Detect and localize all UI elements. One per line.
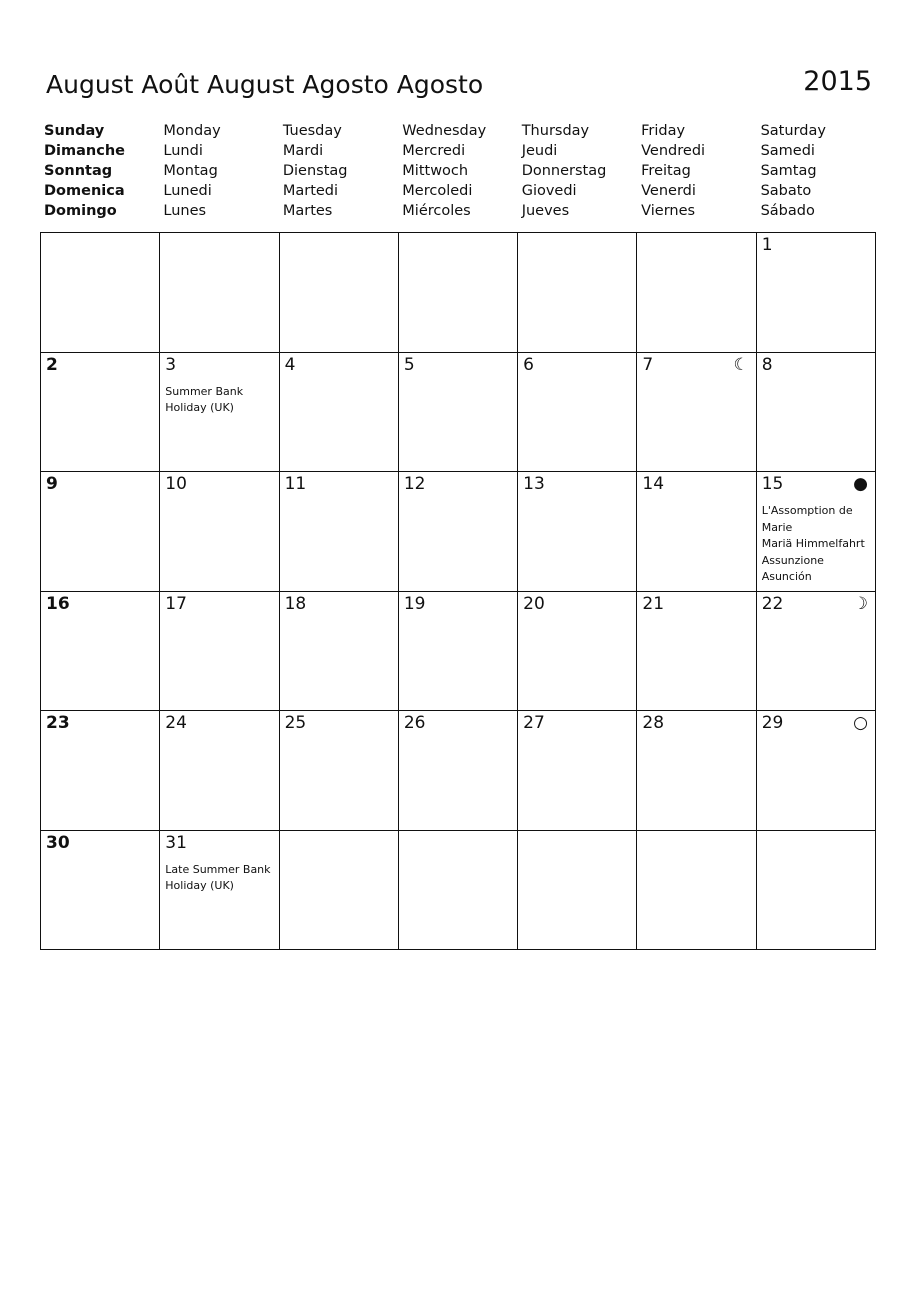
weekday-header-4 [398,121,517,221]
weekday-label: Saturday [760,123,826,139]
full-moon-icon: ○ [853,713,868,733]
day-number: 16 [46,593,70,614]
day-cell-20 [518,592,637,712]
new-moon-icon: ● [853,474,868,494]
weekday-label: Giovedi [521,183,577,199]
day-cell-11 [280,472,399,592]
day-cell-23 [41,711,160,831]
holiday-note [762,503,874,586]
day-number: 17 [165,593,187,614]
weekday-label: Mittwoch [402,163,469,179]
weekday-label: Freitag [641,163,691,179]
empty-day-cell [518,233,637,353]
weekday-label: Martedi [282,183,339,199]
weekday-label: Sunday [44,123,105,139]
day-number: 31 [165,832,187,853]
weekday-header-5 [518,121,637,221]
weekday-label: Samedi [760,143,815,159]
weekday-label: Jeudi [521,143,558,159]
weekday-label: Venerdi [641,183,696,199]
day-cell-13 [518,472,637,592]
weekday-label: Montag [163,163,218,179]
day-number: 13 [523,474,545,494]
weekday-label: Mercredi [402,143,466,159]
calendar-month-title: August Août August Agosto Agosto [46,70,484,99]
weekday-label: Sábado [760,203,815,219]
day-number: 21 [642,593,665,614]
day-number: 19 [403,593,426,614]
empty-day-cell [637,831,756,951]
holiday-line: Marie [761,520,793,534]
day-cell-4 [280,353,399,473]
empty-day-cell [160,233,279,353]
day-number: 18 [284,593,307,614]
day-number: 20 [523,593,545,614]
day-number: 10 [165,474,187,494]
empty-day-cell [399,233,518,353]
weekday-header-1 [40,121,159,221]
day-cell-10 [160,472,279,592]
day-number: 12 [403,474,426,494]
day-cell-26 [399,711,518,831]
holiday-line: Holiday (UK) [165,401,234,414]
day-cell-25 [280,711,399,831]
day-cell-7 [637,353,756,473]
day-cell-28 [637,711,756,831]
weekday-label: Sabato [760,183,812,199]
day-number: 4 [284,354,296,375]
weekday-header-2 [159,121,278,221]
weekday-label: Lunedi [163,183,212,199]
weekday-label: Wednesday [402,123,487,139]
holiday-line: Summer Bank [165,384,244,398]
day-number: 14 [642,474,665,494]
day-number: 5 [403,354,415,375]
day-number: 28 [642,713,665,733]
empty-day-cell [280,233,399,353]
day-cell-29 [757,711,876,831]
day-number: 7 [642,354,654,375]
empty-day-cell [518,831,637,951]
day-number: 1 [761,235,773,255]
weekday-label: Tuesday [282,123,342,139]
weekday-label: Viernes [641,203,696,219]
day-cell-3 [160,353,279,473]
weekday-label: Dienstag [282,163,348,179]
day-number: 22 [761,593,784,614]
day-cell-18 [280,592,399,712]
holiday-note [165,384,277,417]
weekday-label: Lundi [163,143,203,159]
holiday-note [165,862,277,895]
day-number: 24 [165,713,187,733]
holiday-line: L'Assomption de [761,504,853,517]
weekday-label: Sonntag [44,163,113,179]
day-cell-22 [757,592,876,712]
weekday-label: Domenica [44,183,125,199]
day-cell-12 [399,472,518,592]
empty-day-cell [399,831,518,951]
weekday-label: Jueves [521,203,570,219]
holiday-line: Assunzione [761,553,824,567]
day-number: 3 [165,354,177,375]
day-number: 26 [403,713,426,733]
day-cell-1 [757,233,876,353]
weekday-header-3 [279,121,398,221]
day-cell-9 [41,472,160,592]
empty-day-cell [637,233,756,353]
first-quarter-moon-icon: ☽ [852,593,868,614]
day-number: 27 [523,713,545,733]
holiday-line: Late Summer Bank [165,862,271,876]
holiday-line: Holiday (UK) [165,879,234,892]
day-number: 25 [284,713,307,733]
day-number: 15 [761,474,784,494]
day-cell-19 [399,592,518,712]
empty-day-cell [757,831,876,951]
day-cell-30 [41,831,160,951]
day-cell-31 [160,831,279,951]
empty-day-cell [280,831,399,951]
last-quarter-moon-icon: ☾ [733,354,749,375]
weekday-label: Donnerstag [521,163,607,179]
day-cell-21 [637,592,756,712]
calendar-grid [40,232,876,950]
weekday-header-7 [757,121,876,221]
weekday-header-6 [637,121,756,221]
weekday-label: Monday [163,123,221,139]
holiday-line: Asunción [761,570,812,583]
weekday-label: Samtag [760,163,817,179]
weekday-label: Lunes [163,203,207,219]
day-cell-15 [757,472,876,592]
day-number: 8 [761,354,773,375]
day-cell-24 [160,711,279,831]
weekday-label: Mardi [282,143,324,159]
day-cell-16 [41,592,160,712]
weekday-header-row [40,121,876,221]
day-number: 6 [523,354,534,375]
day-number: 23 [46,713,70,733]
weekday-label: Dimanche [44,143,125,159]
weekday-label: Mercoledi [402,183,473,199]
day-cell-6 [518,353,637,473]
day-cell-2 [41,353,160,473]
day-cell-5 [399,353,518,473]
weekday-label: Domingo [44,203,117,219]
day-number: 2 [46,354,58,375]
day-cell-14 [637,472,756,592]
day-number: 29 [761,713,784,733]
day-number: 30 [46,832,70,853]
calendar-year: 2015 [803,66,872,97]
day-cell-17 [160,592,279,712]
weekday-label: Vendredi [641,143,706,159]
empty-day-cell [41,233,160,353]
holiday-line: Mariä Himmelfahrt [761,537,865,550]
weekday-label: Martes [282,203,333,219]
day-cell-8 [757,353,876,473]
weekday-label: Friday [641,123,686,139]
weekday-label: Thursday [521,123,590,139]
day-number: 9 [46,474,58,494]
day-cell-27 [518,711,637,831]
day-number: 11 [284,474,307,494]
weekday-label: Miércoles [402,203,471,219]
